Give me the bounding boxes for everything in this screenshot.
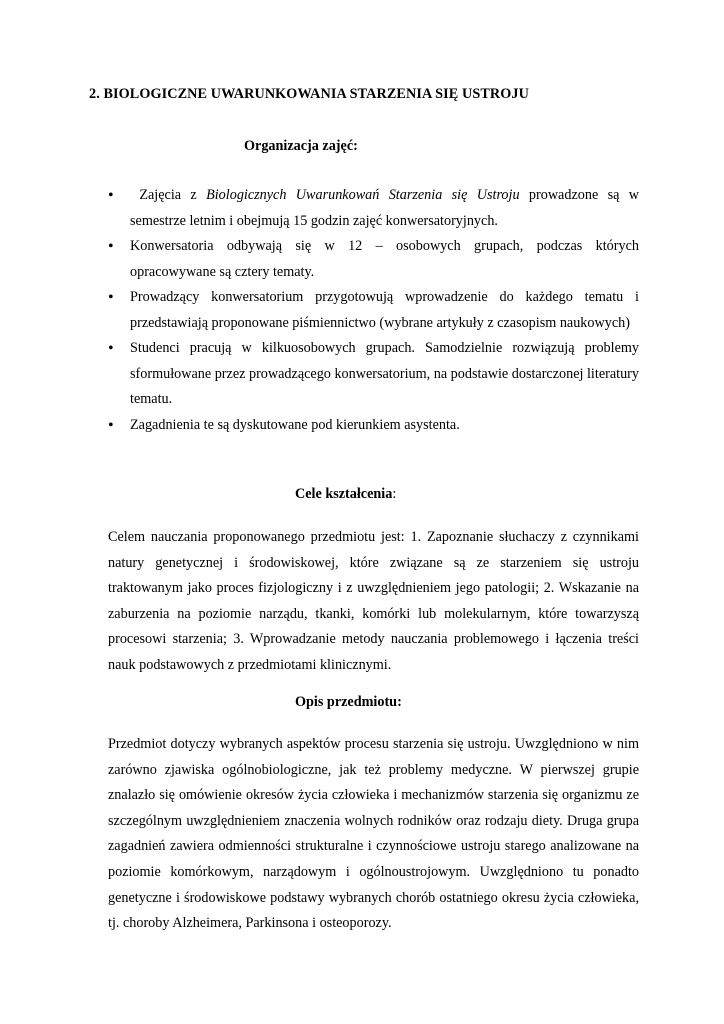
- list-item: [108, 336, 639, 413]
- cele-heading: [295, 486, 396, 503]
- list-item: [108, 183, 639, 234]
- list-item: [108, 413, 639, 439]
- list-item-text: Konwersatoria odbywają się w 12 – osobowych grupach, podczas których opracowywane są cztery tematy.: [130, 238, 639, 280]
- list-item: [108, 285, 639, 336]
- list-item: [108, 234, 639, 285]
- opis-heading: Opis przedmiotu:: [295, 694, 402, 710]
- opis-paragraph: Przedmiot dotyczy wybranych aspektów procesu starzenia się ustroju. Uwzględniono w nim zarówno zjawiska ogólnobiologiczne, jak też problemy medyczne. W pierwszej grupie znalazło się omówienie okresów życia człowieka i mechanizmów starzenia się organizmu ze szczególnym uwzględnieniem znaczenia wolnych rodników oraz rodzaju diety. Druga grupa zagadnień zawiera odmienności strukturalne i czynnościowe ustroju starego analizowane na poziomie komórkowym, narządowym i ogólnoustrojowym. Uwzględniono tu ponadto genetyczne i środowiskowe podstawy wybranych chorób ostatniego okresu życia człowieka, tj. choroby Alzheimera, Parkinsona i osteoporozy.: [108, 736, 639, 932]
- list-item-text: Zagadnienia te są dyskutowane pod kierunkiem asystenta.: [130, 416, 460, 433]
- page-title: 2. BIOLOGICZNE UWARUNKOWANIA STARZENIA SIĘ USTROJU: [89, 86, 529, 102]
- list-item-text: Studenci pracują w kilkuosobowych grupach. Samodzielnie rozwiązują problemy sformułowane przez prowadzącego konwersatorium, na podstawie dostarczonej literatury tematu.: [130, 340, 639, 407]
- cele-paragraph: Celem nauczania proponowanego przedmiotu jest: 1. Zapoznanie słuchaczy z czynnikami natury genetycznej i środowiskowej, które związane są ze starzeniem się ustroju traktowanym jako proces fizjologiczny i z uwzględnieniem jego patologii; 2. Wskazanie na zaburzenia na poziomie narządu, tkanki, komórki lub molekularnym, które towarzyszą procesowi starzenia; 3. Wprowadzanie metody nauczania problemowego i łączenia treści nauk podstawowych z przedmiotami klinicznymi.: [108, 529, 639, 673]
- cele-heading-colon: :: [392, 486, 397, 502]
- cele-heading-text: Cele kształcenia: [295, 486, 393, 502]
- organizacja-heading: Organizacja zajęć:: [244, 138, 358, 154]
- list-item-text: Zajęcia z: [139, 187, 207, 203]
- list-item-text: prowadzone są w semestrze letnim i obejmują 15 godzin zajęć konwersatoryjnych.: [130, 187, 639, 229]
- organizacja-list: [108, 183, 639, 438]
- list-item-text: Prowadzący konwersatorium przygotowują wprowadzenie do każdego tematu i przedstawiają proponowane piśmiennictwo (wybrane artykuły z czasopism naukowych): [130, 289, 639, 331]
- course-name-italic: Biologicznych Uwarunkowań Starzenia się Ustroju: [206, 187, 520, 203]
